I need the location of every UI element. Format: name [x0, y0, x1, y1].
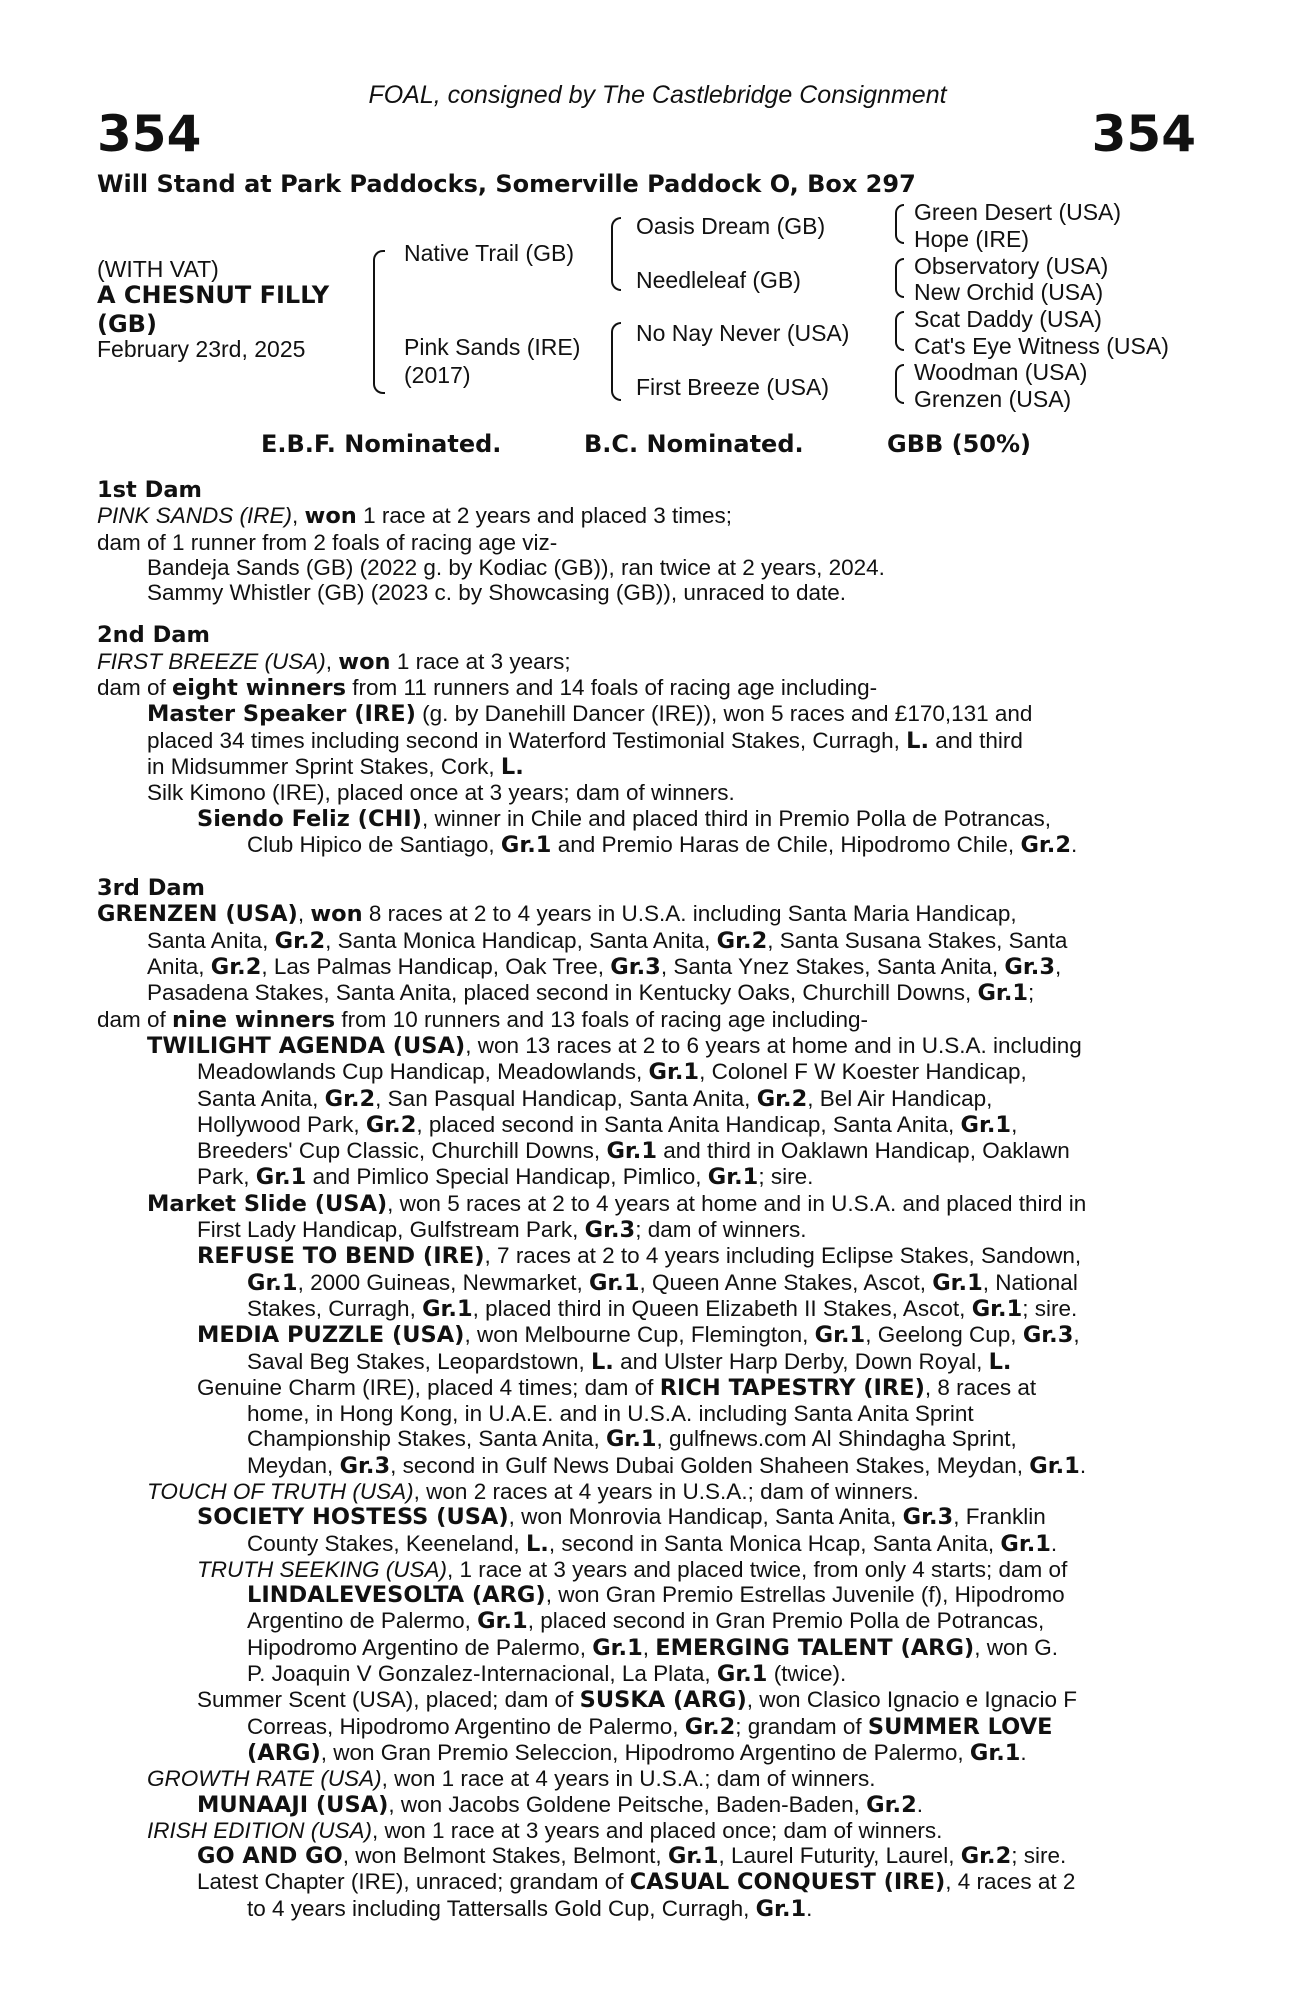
pedigree-text-line — [97, 1869, 1197, 1895]
pedigree-text-line — [97, 675, 1197, 701]
text-segment: , — [325, 648, 339, 674]
text-segment: Bandeja Sands (GB) (2022 g. by Kodiac (GB)), ran twice at 2 years, 2024. — [147, 554, 885, 580]
granddam-line-2: Hope (IRE) — [914, 226, 1030, 252]
pedigree-text-line — [97, 901, 1197, 927]
granddam-line-5: Scat Daddy (USA) — [914, 306, 1102, 332]
text-segment: First Lady Handicap, Gulfstream Park, — [197, 1217, 585, 1243]
text-segment: P. Joaquin V Gonzalez-Internacional, La Plata, — [247, 1661, 717, 1687]
text-segment: Latest Chapter (IRE), unraced; grandam of — [197, 1869, 630, 1895]
bold-text: L. — [525, 1530, 549, 1557]
section-heading: 1st Dam — [97, 477, 202, 503]
pedigree-text-line — [97, 1322, 1197, 1348]
text-segment: , 4 races at 2 — [945, 1869, 1076, 1895]
bold-text: Gr.1 — [755, 1895, 807, 1922]
text-segment: , placed second in Santa Anita Handicap, Santa Anita, — [416, 1111, 961, 1137]
pedigree-text-line — [97, 1661, 1197, 1687]
bold-text: Gr.2 — [1020, 831, 1071, 858]
pedigree-text-line — [97, 1217, 1197, 1243]
pedigree-text-line — [97, 806, 1197, 832]
text-segment: ; grandam of — [735, 1713, 868, 1739]
bold-text: Gr.1 — [716, 1661, 768, 1688]
text-segment: , gulfnews.com Al Shindagha Sprint, — [656, 1426, 1017, 1452]
pedigree-bracket-g4 — [895, 364, 904, 404]
bold-text: Gr.1 — [1029, 1452, 1080, 1479]
text-segment: in Midsummer Sprint Stakes, Cork, — [147, 753, 501, 779]
text-segment: , — [642, 1634, 656, 1660]
text-segment: and Ulster Harp Derby, Down Royal, — [613, 1348, 989, 1374]
bold-text: SUMMER LOVE — [867, 1713, 1053, 1740]
bold-text: (ARG) — [247, 1739, 321, 1766]
text-segment: 8 races at 2 to 4 years in U.S.A. including Santa Maria Handicap, — [362, 901, 1017, 927]
bold-text: Gr.1 — [588, 1269, 640, 1296]
granddam-line-3: Observatory (USA) — [914, 253, 1109, 279]
bold-text: won — [338, 648, 391, 675]
text-segment: , won 1 race at 3 years and placed once; dam of winners. — [372, 1817, 943, 1843]
sire-dam: Needleleaf (GB) — [636, 267, 801, 293]
text-segment: , — [1054, 954, 1062, 980]
pedigree-text-line — [97, 1896, 1197, 1922]
bold-text: Gr.1 — [606, 1138, 658, 1165]
bold-text: Gr.1 — [960, 1111, 1012, 1138]
dam-section — [97, 478, 1197, 605]
text-segment: Championship Stakes, Santa Anita, — [247, 1426, 606, 1452]
bold-text: L. — [988, 1348, 1012, 1375]
text-segment: and Premio Haras de Chile, Hipodromo Chile, — [551, 831, 1021, 857]
text-segment: . — [1071, 831, 1078, 857]
bold-text: Siendo Feliz (CHI) — [197, 805, 422, 832]
bold-text: Gr.3 — [584, 1217, 636, 1244]
text-segment: home, in Hong Kong, in U.A.E. and in U.S.A. including Santa Anita Sprint — [247, 1401, 974, 1427]
pedigree-text-line — [97, 832, 1197, 858]
text-segment: , won 5 races at 2 to 4 years at home and in U.S.A. and placed third in — [387, 1190, 1087, 1216]
bold-text: Gr.1 — [969, 1739, 1021, 1766]
italic-text: PINK SANDS (IRE) — [97, 503, 293, 529]
text-segment: , — [1011, 1111, 1018, 1137]
text-segment: Santa Anita, — [147, 927, 275, 953]
bold-text: Gr.1 — [247, 1269, 298, 1296]
text-segment: and third — [929, 727, 1023, 753]
lot-description-country: (GB) — [97, 310, 157, 338]
sire-name: Native Trail (GB) — [404, 240, 574, 266]
ebf-nominated: E.B.F. Nominated. — [261, 430, 502, 458]
bold-text: Gr.2 — [866, 1791, 917, 1818]
italic-text: IRISH EDITION (USA) — [147, 1817, 373, 1843]
text-segment: , National — [982, 1269, 1078, 1295]
text-segment: Argentino de Palermo, — [247, 1608, 478, 1634]
bold-text: Gr.2 — [716, 927, 768, 954]
bold-text: GO AND GO — [197, 1843, 343, 1870]
pedigree-text-line — [97, 1843, 1197, 1869]
text-segment: ; sire. — [758, 1164, 814, 1190]
text-segment: , Colonel F W Koester Handicap, — [699, 1059, 1027, 1085]
pedigree-text-line — [97, 1453, 1197, 1479]
bold-text: Gr.1 — [500, 831, 552, 858]
text-segment: Hollywood Park, — [197, 1111, 366, 1137]
pedigree-bracket-sire — [611, 217, 621, 291]
text-segment: dam of — [97, 1006, 173, 1032]
bold-text: eight winners — [172, 675, 347, 702]
text-segment: , — [1073, 1322, 1080, 1348]
pedigree-text-line — [97, 1479, 1197, 1504]
text-segment: from 11 runners and 14 foals of racing age including- — [346, 675, 878, 701]
pedigree-text-line — [97, 1582, 1197, 1608]
italic-text: TRUTH SEEKING (USA) — [197, 1556, 448, 1582]
bold-text: L. — [906, 727, 930, 754]
text-segment: , Franklin — [953, 1504, 1046, 1530]
text-segment: ; sire. — [1011, 1843, 1067, 1869]
italic-text: GROWTH RATE (USA) — [147, 1766, 382, 1792]
text-segment: . — [916, 1791, 923, 1817]
bold-text: Gr.1 — [977, 980, 1029, 1007]
text-segment: Silk Kimono (IRE), placed once at 3 years; dam of winners. — [147, 780, 735, 806]
bold-text: Gr.1 — [707, 1164, 759, 1191]
pedigree-text-line — [97, 555, 1197, 580]
pedigree-text-line — [97, 1766, 1197, 1791]
pedigree-text-line — [97, 1792, 1197, 1818]
pedigree-text-line — [97, 1033, 1197, 1059]
pedigree-text-line — [97, 1714, 1197, 1740]
pedigree-text-line — [97, 728, 1197, 754]
text-segment: , second in Gulf News Dubai Golden Shaheen Stakes, Meydan, — [390, 1452, 1030, 1478]
text-segment: , 8 races at — [924, 1374, 1037, 1400]
text-segment: , won Gran Premio Estrellas Juvenile (f), Hipodromo — [545, 1582, 1065, 1608]
dam-dam: First Breeze (USA) — [636, 374, 829, 400]
lot-number-right: 354 — [1091, 105, 1196, 163]
lot-number-left: 354 — [97, 105, 202, 163]
bold-text: Gr.1 — [648, 1059, 700, 1086]
pedigree-text-line — [97, 1531, 1197, 1557]
pedigree-text-line — [97, 1635, 1197, 1661]
granddam-line-1: Green Desert (USA) — [914, 199, 1122, 225]
granddam-line-4: New Orchid (USA) — [914, 279, 1104, 305]
text-segment: Santa Anita, — [197, 1085, 325, 1111]
dam-year: (2017) — [404, 362, 471, 388]
text-segment: . — [1079, 1452, 1087, 1478]
text-segment: , — [292, 503, 305, 529]
text-segment: , Geelong Cup, — [865, 1322, 1023, 1348]
pedigree-text-line — [97, 754, 1197, 780]
bold-text: Gr.1 — [255, 1164, 307, 1191]
text-segment: Club Hipico de Santiago, — [247, 831, 501, 857]
bold-text: Gr.1 — [971, 1295, 1023, 1322]
text-segment: Stakes, Curragh, — [247, 1295, 423, 1321]
text-segment: 1 race at 2 years and placed 3 times; — [356, 503, 733, 529]
text-segment: 1 race at 3 years; — [390, 648, 571, 674]
bold-text: Gr.1 — [592, 1634, 643, 1661]
pedigree-text-line — [97, 1426, 1197, 1452]
text-segment: , placed third in Queen Elizabeth II Stakes, Ascot, — [472, 1295, 972, 1321]
bold-text: REFUSE TO BEND (IRE) — [197, 1243, 485, 1270]
text-segment: dam of — [97, 675, 173, 701]
text-segment: and third in Oaklawn Handicap, Oaklawn — [657, 1138, 1070, 1164]
bold-text: SUSKA (ARG) — [579, 1687, 747, 1714]
bold-text: Gr.1 — [814, 1322, 866, 1349]
bold-text: Gr.2 — [365, 1111, 417, 1138]
text-segment: from 10 runners and 13 foals of racing age including- — [335, 1006, 868, 1032]
bold-text: nine winners — [172, 1006, 336, 1033]
text-segment: , — [297, 901, 311, 927]
sire-sire: Oasis Dream (GB) — [636, 213, 826, 239]
foaling-date: February 23rd, 2025 — [97, 336, 306, 362]
text-segment: Anita, — [147, 954, 211, 980]
bold-text: GRENZEN (USA) — [97, 901, 298, 928]
text-segment: dam of 1 runner from 2 foals of racing age viz- — [97, 529, 558, 555]
pedigree-text-line — [97, 1375, 1197, 1401]
text-segment: , won Belmont Stakes, Belmont, — [342, 1843, 668, 1869]
pedigree-text-line — [97, 980, 1197, 1006]
text-segment: , won Jacobs Goldene Peitsche, Baden-Baden, — [388, 1791, 867, 1817]
text-segment: , Bel Air Handicap, — [807, 1085, 993, 1111]
dam-section — [97, 876, 1197, 1922]
bc-nominated: B.C. Nominated. — [584, 430, 804, 458]
bold-text: Gr.3 — [902, 1504, 954, 1531]
pedigree-text-line — [97, 1740, 1197, 1766]
pedigree-bracket-dam — [611, 322, 621, 401]
text-segment: , won Monrovia Handicap, Santa Anita, — [508, 1504, 903, 1530]
pedigree-text-line — [97, 1270, 1197, 1296]
text-segment: and Pimlico Special Handicap, Pimlico, — [306, 1164, 708, 1190]
pedigree-text-line — [97, 1138, 1197, 1164]
text-segment: ; dam of winners. — [635, 1217, 807, 1243]
text-segment: , won Clasico Ignacio e Ignacio F — [746, 1687, 1077, 1713]
gbb-percentage: GBB (50%) — [887, 430, 1032, 458]
text-segment: Genuine Charm (IRE), placed 4 times; dam of — [197, 1374, 660, 1400]
stabling-line: Will Stand at Park Paddocks, Somerville Paddock O, Box 297 — [97, 170, 916, 198]
pedigree-text-line — [97, 701, 1197, 727]
pedigree-text-line — [97, 1296, 1197, 1322]
vat-label: (WITH VAT) — [97, 256, 219, 282]
text-segment: , Queen Anne Stakes, Ascot, — [639, 1269, 933, 1295]
text-segment: , won 1 race at 4 years in U.S.A.; dam of winners. — [381, 1766, 876, 1792]
pedigree-bracket-g2 — [895, 258, 904, 298]
text-segment: , Las Palmas Handicap, Oak Tree, — [261, 954, 611, 980]
bold-text: Gr.1 — [1000, 1530, 1051, 1557]
bold-text: MUNAAJI (USA) — [197, 1791, 389, 1818]
pedigree-text-line — [97, 1191, 1197, 1217]
bold-text: Gr.1 — [605, 1426, 657, 1453]
bold-text: won — [304, 503, 357, 530]
bold-text: L. — [590, 1348, 614, 1375]
bold-text: SOCIETY HOSTESS (USA) — [197, 1504, 509, 1531]
bold-text: Gr.3 — [1022, 1322, 1074, 1349]
section-heading: 2nd Dam — [97, 622, 210, 649]
italic-text: TOUCH OF TRUTH (USA) — [147, 1478, 414, 1504]
granddam-line-6: Cat's Eye Witness (USA) — [914, 333, 1169, 359]
bold-text: Gr.1 — [932, 1269, 983, 1296]
text-segment: Sammy Whistler (GB) (2023 c. by Showcasing (GB)), unraced to date. — [147, 580, 847, 606]
pedigree-text-line — [97, 954, 1197, 980]
pedigree-text-line — [97, 1401, 1197, 1426]
bold-text: Gr.2 — [684, 1713, 736, 1740]
text-segment: , second in Santa Monica Hcap, Santa Anita, — [548, 1530, 1001, 1556]
text-segment: , Santa Susana Stakes, Santa — [767, 927, 1068, 953]
pedigree-text-line — [97, 1243, 1197, 1269]
bold-text: Gr.2 — [210, 954, 262, 981]
bold-text: Market Slide (USA) — [147, 1190, 388, 1217]
pedigree-text-line — [97, 1504, 1197, 1530]
text-segment: , Laurel Futurity, Laurel, — [718, 1843, 961, 1869]
text-segment: , 7 races at 2 to 4 years including Eclipse Stakes, Sandown, — [484, 1243, 1082, 1269]
pedigree-bracket-g1 — [895, 204, 904, 244]
pedigree-text-line — [97, 649, 1197, 675]
bold-text: Gr.2 — [756, 1085, 808, 1112]
bold-text: TWILIGHT AGENDA (USA) — [147, 1032, 466, 1059]
text-segment: , 1 race at 3 years and placed twice, from only 4 starts; dam of — [447, 1556, 1068, 1582]
text-segment: (twice). — [767, 1661, 847, 1687]
bold-text: Gr.3 — [339, 1452, 391, 1479]
pedigree-text-line — [97, 1086, 1197, 1112]
pedigree-text-line — [97, 1112, 1197, 1138]
bold-text: Gr.3 — [610, 954, 661, 981]
bold-text: Gr.3 — [1004, 954, 1055, 981]
text-segment: ; — [1028, 980, 1035, 1006]
pedigree-text-line — [97, 1059, 1197, 1085]
text-segment: , won 2 races at 4 years in U.S.A.; dam of winners. — [413, 1478, 919, 1504]
pedigree-text-line — [97, 1608, 1197, 1634]
pedigree-text-line — [97, 530, 1197, 555]
pedigree-text-line — [97, 928, 1197, 954]
pedigree-text-line — [97, 1818, 1197, 1843]
pedigree-text-line — [97, 1349, 1197, 1375]
text-segment: , won Gran Premio Seleccion, Hipodromo Argentino de Palermo, — [320, 1739, 970, 1765]
text-segment: Meadowlands Cup Handicap, Meadowlands, — [197, 1059, 649, 1085]
bold-text: MEDIA PUZZLE (USA) — [197, 1322, 465, 1349]
text-segment: , San Pasqual Handicap, Santa Anita, — [375, 1085, 757, 1111]
text-segment: , won 13 races at 2 to 6 years at home and in U.S.A. including — [465, 1032, 1082, 1058]
text-segment: County Stakes, Keeneland, — [247, 1530, 526, 1556]
text-segment: Breeders' Cup Classic, Churchill Downs, — [197, 1138, 607, 1164]
bold-text: EMERGING TALENT (ARG) — [655, 1634, 975, 1661]
text-segment: , Santa Monica Handicap, Santa Anita, — [325, 927, 717, 953]
dam-sire: No Nay Never (USA) — [636, 320, 850, 346]
pedigree-text-line — [97, 1164, 1197, 1190]
pedigree-text-line — [97, 1007, 1197, 1033]
text-segment: Park, — [197, 1164, 256, 1190]
bold-text: Gr.1 — [422, 1295, 473, 1322]
text-segment: Pasadena Stakes, Santa Anita, placed second in Kentucky Oaks, Churchill Downs, — [147, 980, 978, 1006]
bold-text: Master Speaker (IRE) — [147, 701, 416, 728]
granddam-line-8: Grenzen (USA) — [914, 386, 1072, 412]
pedigree-bracket-main — [373, 250, 385, 394]
text-segment: , won G. — [974, 1634, 1059, 1660]
pedigree-bracket-g3 — [895, 311, 904, 351]
catalogue-body — [97, 478, 1197, 1922]
bold-text: L. — [500, 753, 524, 780]
text-segment: , 2000 Guineas, Newmarket, — [297, 1269, 589, 1295]
text-segment: Saval Beg Stakes, Leopardstown, — [247, 1348, 591, 1374]
bold-text: Gr.2 — [960, 1843, 1012, 1870]
bold-text: CASUAL CONQUEST (IRE) — [629, 1869, 946, 1896]
text-segment: Summer Scent (USA), placed; dam of — [197, 1687, 580, 1713]
bold-text: LINDALEVESOLTA (ARG) — [247, 1582, 546, 1609]
text-segment: . — [1050, 1530, 1058, 1556]
bold-text: Gr.1 — [477, 1608, 528, 1635]
section-heading: 3rd Dam — [97, 875, 205, 902]
text-segment: Meydan, — [247, 1452, 340, 1478]
bold-text: Gr.2 — [274, 927, 326, 954]
text-segment: , winner in Chile and placed third in Premio Polla de Potrancas, — [421, 805, 1052, 831]
pedigree-text-line — [97, 503, 1197, 529]
text-segment: , Santa Ynez Stakes, Santa Anita, — [660, 954, 1005, 980]
text-segment: placed 34 times including second in Waterford Testimonial Stakes, Curragh, — [147, 727, 907, 753]
text-segment: to 4 years including Tattersalls Gold Cup, Curragh, — [247, 1895, 756, 1921]
text-segment: Correas, Hipodromo Argentino de Palermo, — [247, 1713, 685, 1739]
dam-name: Pink Sands (IRE) — [404, 334, 581, 360]
dam-section — [97, 623, 1197, 858]
consignor-line: FOAL, consigned by The Castlebridge Consignment — [368, 81, 947, 109]
italic-text: FIRST BREEZE (USA) — [97, 648, 326, 674]
bold-text: won — [310, 901, 363, 928]
text-segment: , placed second in Gran Premio Polla de Potrancas, — [527, 1608, 1045, 1634]
text-segment: . — [806, 1895, 813, 1921]
pedigree-text-line — [97, 1687, 1197, 1713]
bold-text: RICH TAPESTRY (IRE) — [659, 1374, 925, 1401]
text-segment: (g. by Danehill Dancer (IRE)), won 5 races and £170,131 and — [415, 701, 1033, 727]
text-segment: , won Melbourne Cup, Flemington, — [464, 1322, 815, 1348]
pedigree-text-line — [97, 780, 1197, 805]
pedigree-text-line — [97, 1557, 1197, 1582]
text-segment: Hipodromo Argentino de Palermo, — [247, 1634, 593, 1660]
text-segment: ; sire. — [1022, 1295, 1078, 1321]
text-segment: . — [1020, 1739, 1027, 1765]
bold-text: Gr.1 — [667, 1843, 719, 1870]
pedigree-text-line — [97, 580, 1197, 605]
granddam-line-7: Woodman (USA) — [914, 359, 1088, 385]
lot-description: A CHESNUT FILLY — [97, 281, 330, 309]
bold-text: Gr.2 — [324, 1085, 376, 1112]
